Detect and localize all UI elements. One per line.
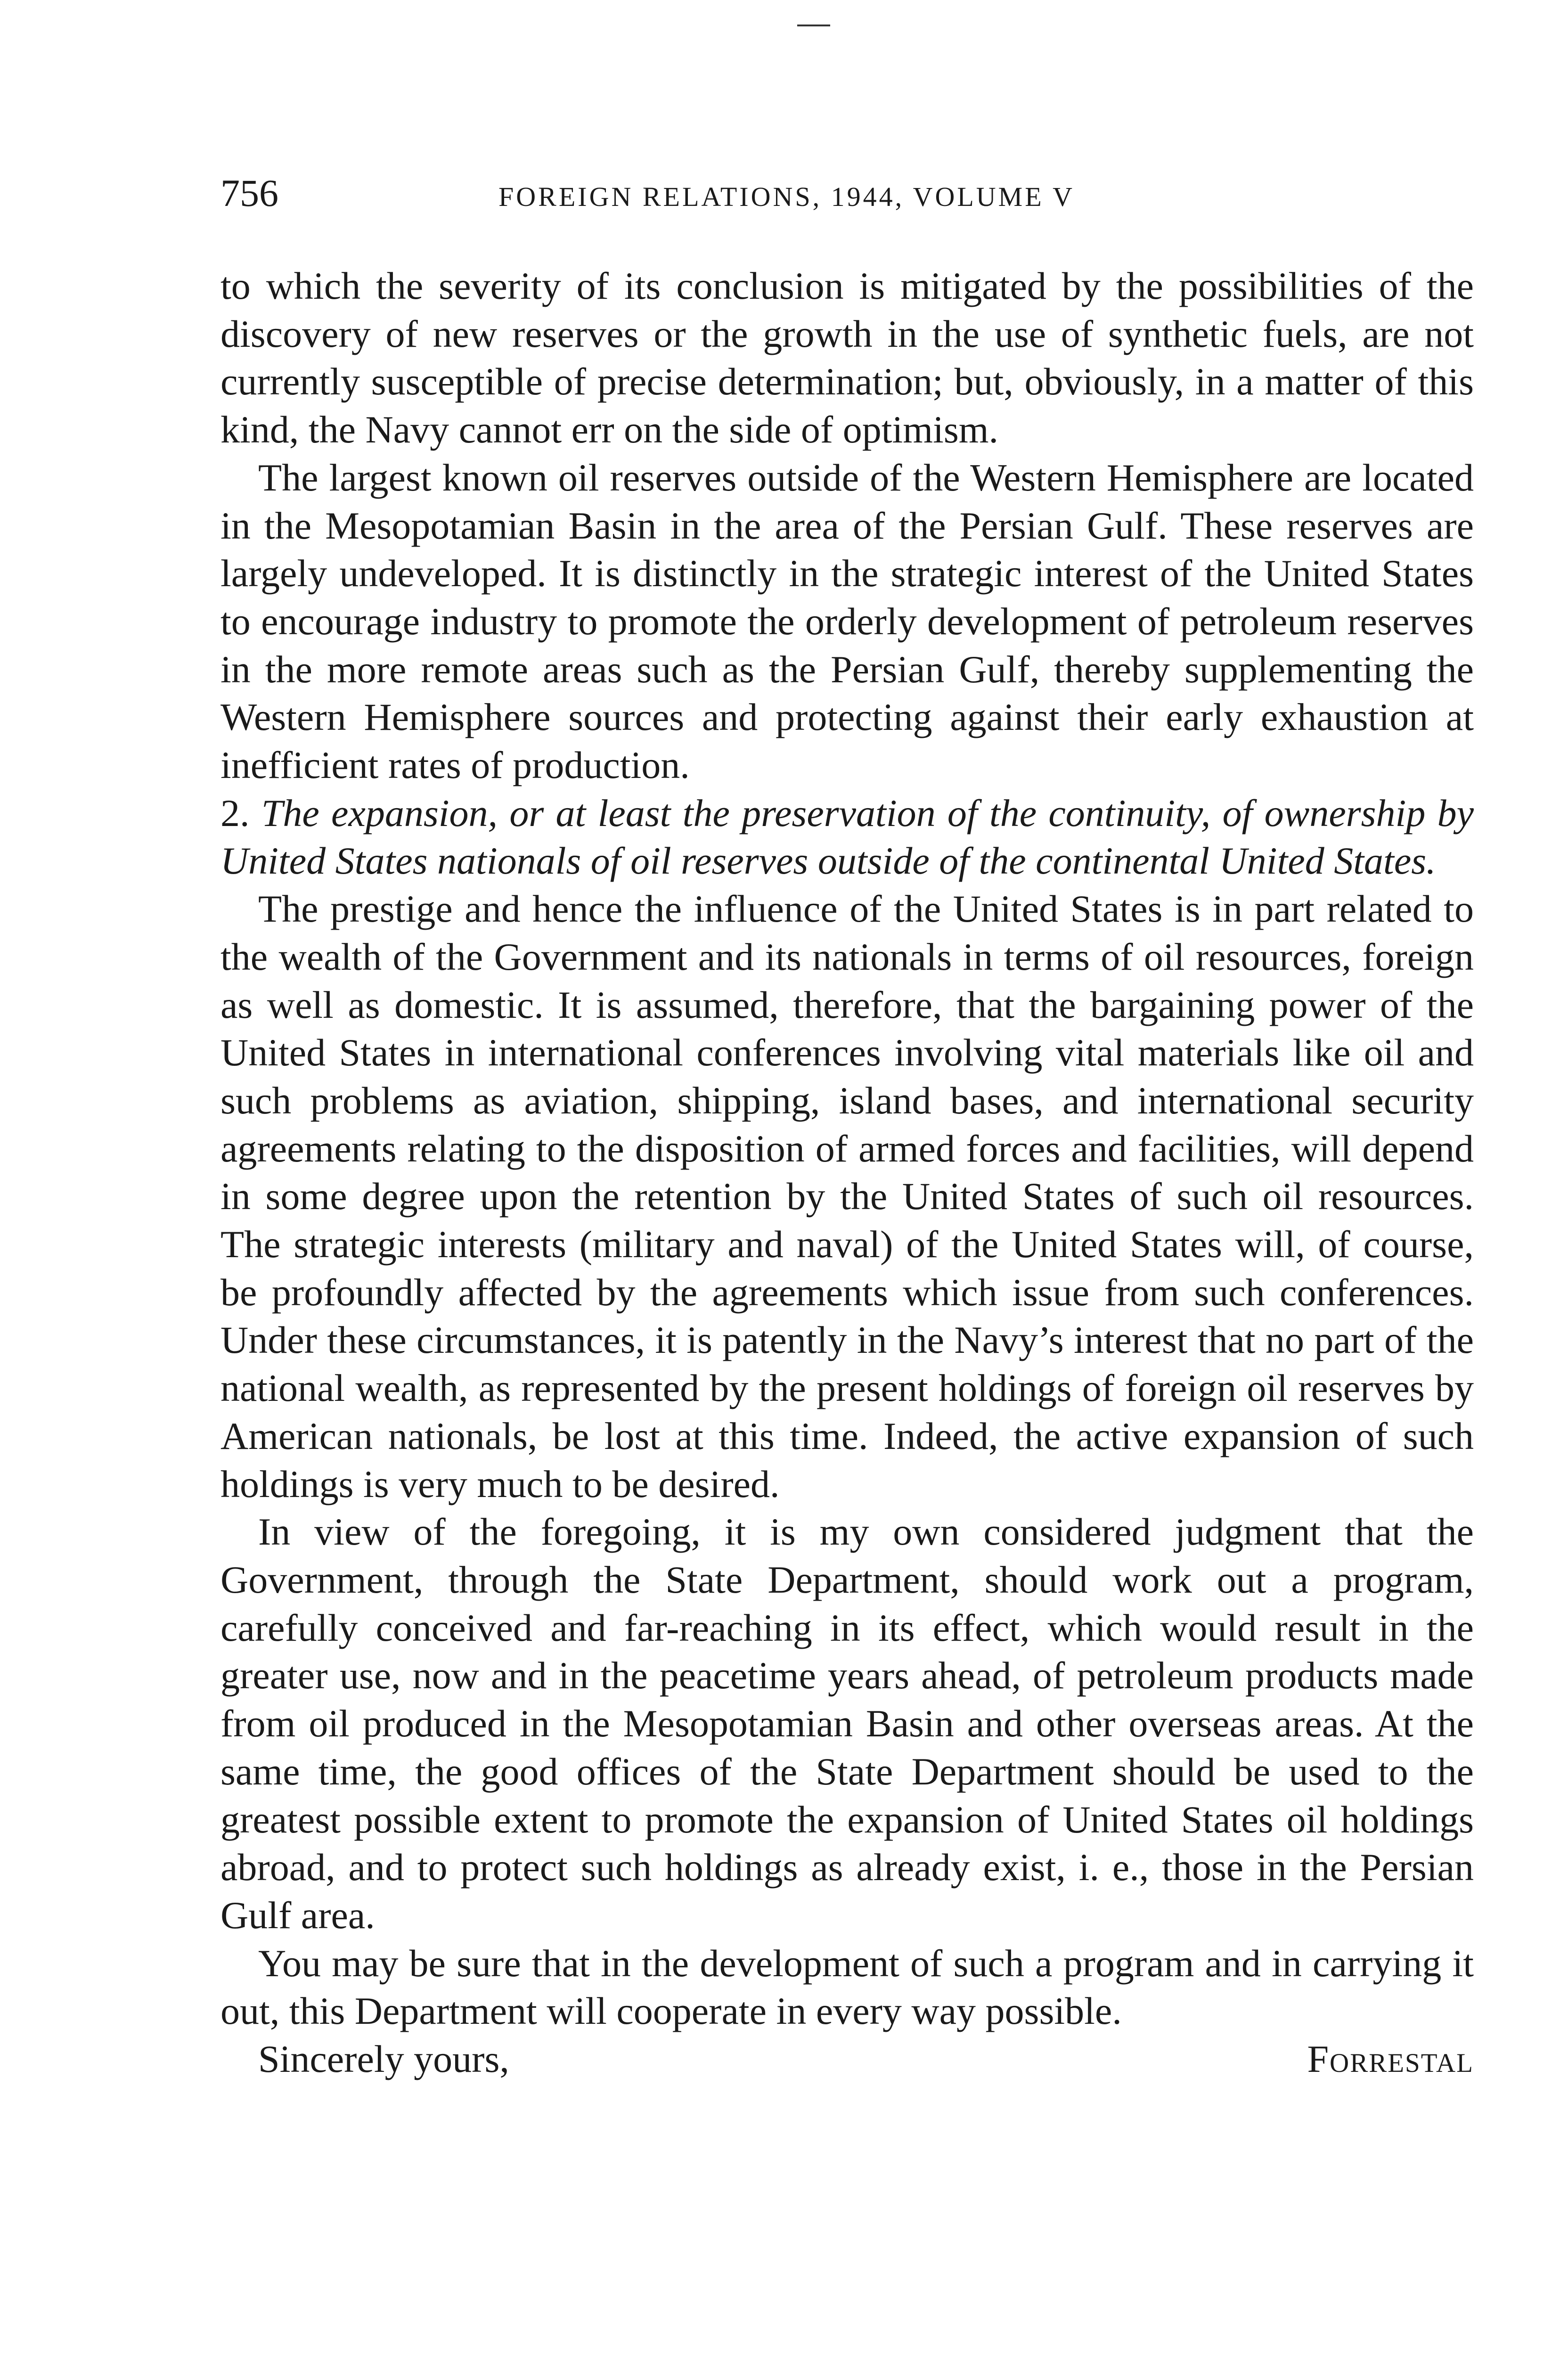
paragraph-recommendation: In view of the foregoing, it is my own considered judgment that the Government, through the State Department, should work out a program, carefully conceived and far-reaching in its effect, which would result in the greater use, now and in the peacetime years ahead, of petroleum products made from oil produced in the Mesopotamian Basin and other overseas areas. At the same time, the good offices of the State Department should be used to the greatest possible extent to promote the expansion of United States oil holdings abroad, and to protect such holdings as already exist, i. e., those in the Persian Gulf area. <box>220 1510 1474 1937</box>
document-body <box>220 262 1474 2083</box>
paragraph-prestige: The prestige and hence the influence of the United States is in part related to the wealth of the Government and its nationals in terms of oil resources, foreign as well as domestic. It is assumed, therefore, that the bargaining power of the United States in international conferences involving vital materials like oil and such problems as aviation, shipping, island bases, and international security agreements relating to the disposition of armed forces and facilities, will depend in some degree upon the retention by the United States of such oil resources. The strategic interests (military and naval) of the United States will, of course, be profoundly affected by the agreements which issue from such conferences. Under these circumstances, it is patently in the Navy’s interest that no part of the national wealth, as represented by the present holdings of foreign oil reserves by American nationals, be lost at this time. Indeed, the active expansion of such holdings is very much to be desired. <box>220 887 1474 1505</box>
signature: Forrestal <box>1307 2037 1474 2081</box>
paragraph-persian-gulf-reserves: The largest known oil reserves outside of the Western Hemisphere are located in the Mesopotamian Basin in the area of the Persian Gulf. These reserves are largely undeveloped. It is distinctly in the strategic interest of the United States to encourage industry to promote the orderly development of petroleum reserves in the more remote areas such as the Persian Gulf, thereby supplementing the Western Hemisphere sources and protecting against their early exhaustion at inefficient rates of production. <box>220 456 1474 787</box>
section-number: 2. <box>220 791 250 834</box>
running-head: FOREIGN RELATIONS, 1944, VOLUME V <box>498 181 1075 212</box>
top-margin-mark <box>797 25 830 26</box>
paragraph-cooperation: You may be sure that in the development of such a program and in carrying it out, this Department will cooperate in every way possible. <box>220 1941 1474 2033</box>
letter-closing <box>220 2035 1474 2083</box>
section-title: The expansion, or at least the preservation of the continuity, of ownership by United States nationals of oil reserves outside of the continental United States. <box>220 791 1474 883</box>
page-number: 756 <box>220 172 278 214</box>
page-header <box>220 167 1474 219</box>
paragraph-continued: to which the severity of its conclusion is mitigated by the possibilities of the discovery of new reserves or the growth in the use of synthetic fuels, are not currently susceptible of precise determination; but, obviously, in a matter of this kind, the Navy cannot err on the side of optimism. <box>220 264 1474 451</box>
salutation: Sincerely yours, <box>258 2037 509 2081</box>
section-heading-2 <box>220 789 1474 885</box>
